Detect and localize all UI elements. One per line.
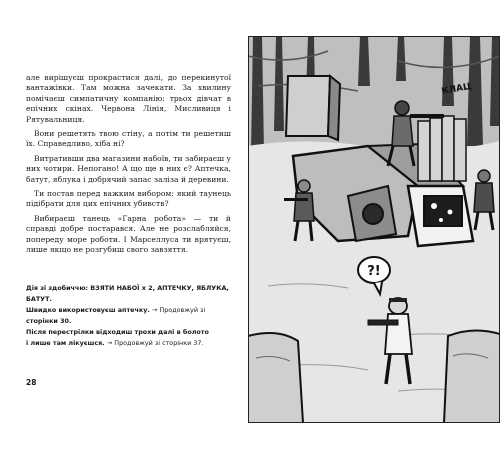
- choice-link: → Продовжуй зі: [152, 306, 206, 314]
- choice-text: і лише там лікуєшся.: [26, 339, 105, 347]
- choice-option-1-target: сторінки 30.: [26, 317, 72, 325]
- choice-link: → Продовжуй зі сторінки 37.: [106, 339, 204, 347]
- paragraph: Витративши два магазини набоїв, ти забираєш у них чотири. Непогано! А що ще в них є? Аптечка, батут, яблука і добрячий запас заліза й деревини.: [26, 153, 231, 184]
- loot-action-line: Дія зі здобиччю: ВЗЯТИ НАБОЇ x 2, АПТЕЧКУ, ЯБЛУКА,: [26, 284, 229, 292]
- speech-bubble-text: ?!: [367, 264, 381, 279]
- left-page: [0, 0, 248, 450]
- story-text: [26, 73, 231, 260]
- comic-illustration: [248, 36, 500, 423]
- sound-effect-text: КЛАЦ: [440, 81, 473, 97]
- choice-option-1[interactable]: [26, 305, 236, 316]
- paragraph: Вони решетять твою стіну, а потім ти решетиш їх. Справедливо, хіба ні?: [26, 129, 231, 149]
- ruined-crate: [286, 76, 340, 140]
- paragraph: Ти постав перед важким вибором: який таунець підібрати для цих епічних убивств?: [26, 189, 231, 209]
- choice-block: [26, 283, 236, 349]
- page-number: 28: [26, 378, 37, 387]
- choice-option-2-cont[interactable]: [26, 338, 236, 349]
- paragraph: Вибираєш танець «Гарна робота» — ти й справді добре постарався. Але не розслабляйся, попереду море роботи. І Марселлуса ти врятуєш, лише якщо не розгубиш свого завзяття.: [26, 213, 231, 255]
- paragraph: але вирішуєш прокрастися далі, до перекинутої вантажівки. Там можна зачекати. За хвилину помічаєш симпатичну компанію: трьох дівчат в епічних скінах. Червона Лінія, Мисливиця і Рятувальниця.: [26, 73, 231, 124]
- loot-action-line: БАТУТ.: [26, 295, 52, 303]
- swamp-scene: [248, 36, 500, 423]
- choice-text: Швидко використовуєш аптечку.: [26, 306, 150, 314]
- choice-option-2[interactable]: Після перестрілки відходиш трохи далі в болото: [26, 328, 209, 336]
- wooden-wall: [418, 116, 466, 181]
